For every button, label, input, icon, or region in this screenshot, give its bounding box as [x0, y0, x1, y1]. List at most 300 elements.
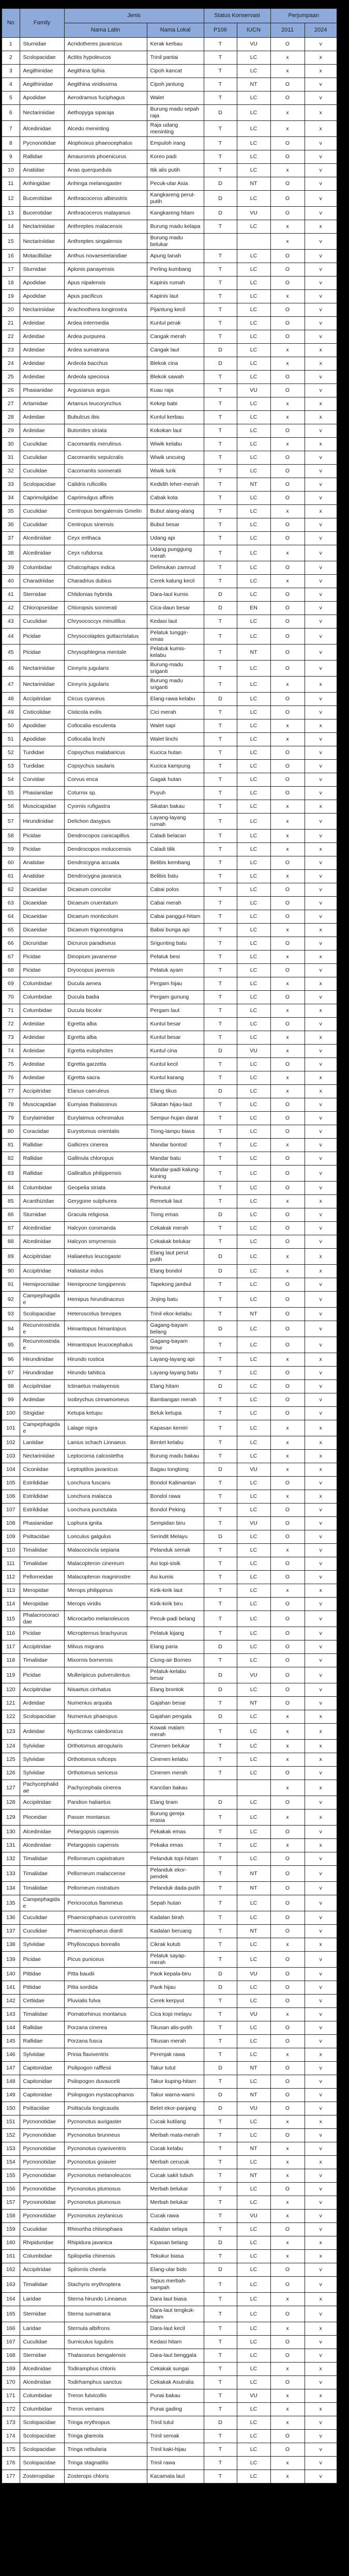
cell-nama-lokal: Srigunting batu: [147, 937, 204, 950]
cell-2024: v: [305, 2008, 337, 2021]
table-row: [2, 51, 337, 65]
cell-nama-latin: Pycnonotus plumosus: [64, 2183, 147, 2196]
cell-family: Capitonidae: [20, 2062, 64, 2075]
cell-2024: v: [305, 1308, 337, 1321]
cell-nama-latin: Ardea intermedia: [64, 317, 147, 330]
cell-nama-lokal: Gagang-bayam belang: [147, 1321, 204, 1337]
cell-iucn: LC: [237, 1710, 270, 1724]
cell-2011: x: [270, 1071, 305, 1085]
cell-2024: x: [305, 1490, 337, 1504]
cell-no: 125: [2, 1753, 20, 1767]
cell-no: 40: [2, 575, 20, 588]
cell-family: Columbidae: [20, 1004, 64, 1018]
cell-family: Accipitridae: [20, 1796, 64, 1810]
cell-no: 106: [2, 1490, 20, 1504]
cell-nama-lokal: Kapinis laut: [147, 290, 204, 303]
cell-no: 134: [2, 1882, 20, 1895]
table-row: [2, 2089, 337, 2102]
cell-2011: x: [270, 234, 305, 250]
table-row: [2, 1166, 337, 1182]
cell-p106: T: [204, 1058, 237, 1071]
cell-nama-latin: Aerodramus fuciphagus: [64, 91, 147, 105]
cell-iucn: LC: [237, 1767, 270, 1780]
cell-2024: v: [305, 478, 337, 492]
cell-nama-lokal: Pelatuk sayap-merah: [147, 1952, 204, 1968]
cell-2011: O: [270, 1517, 305, 1530]
cell-nama-latin: Pelargopsis capensis: [64, 1826, 147, 1839]
cell-nama-lokal: Merbah belukar: [147, 2183, 204, 2196]
cell-iucn: LC: [237, 1098, 270, 1112]
cell-2011: O: [270, 1852, 305, 1866]
cell-nama-lokal: Walet: [147, 91, 204, 105]
cell-nama-lokal: Cica-daun besar: [147, 602, 204, 615]
cell-family: Apodidae: [20, 91, 64, 105]
cell-family: Apodidae: [20, 290, 64, 303]
cell-2024: v: [305, 991, 337, 1004]
cell-family: Timaliidae: [20, 1852, 64, 1866]
cell-iucn: LC: [237, 220, 270, 234]
cell-family: Ardeidae: [20, 330, 64, 344]
cell-no: 77: [2, 1085, 20, 1098]
cell-nama-lokal: Dara-laut kumis: [147, 588, 204, 602]
table-row: [2, 1393, 337, 1407]
cell-iucn: LC: [237, 1436, 270, 1450]
cell-family: Coraciidae: [20, 1125, 64, 1139]
cell-iucn: VU: [237, 1667, 270, 1683]
cell-nama-lokal: Burung gereja erasia: [147, 1810, 204, 1826]
cell-family: Estrildidae: [20, 1504, 64, 1517]
cell-p106: T: [204, 897, 237, 910]
cell-iucn: NT: [237, 2089, 270, 2102]
cell-iucn: NT: [237, 177, 270, 191]
cell-iucn: LC: [237, 330, 270, 344]
table-row: [2, 545, 337, 561]
cell-no: 161: [2, 2250, 20, 2263]
cell-p106: T: [204, 2277, 237, 2293]
cell-p106: T: [204, 1031, 237, 1045]
cell-no: 46: [2, 661, 20, 677]
cell-2024: x: [305, 220, 337, 234]
cell-2011: x: [270, 121, 305, 137]
cell-nama-lokal: Cekakak belukar: [147, 1235, 204, 1249]
cell-2011: O: [270, 561, 305, 575]
cell-iucn: VU: [237, 384, 270, 397]
cell-family: Pellorneidae: [20, 1571, 64, 1584]
cell-no: 28: [2, 411, 20, 424]
cell-nama-latin: Pellorneum rostratum: [64, 1882, 147, 1895]
cell-family: Phasianidae: [20, 1517, 64, 1530]
cell-p106: T: [204, 1125, 237, 1139]
cell-p106: T: [204, 2363, 237, 2376]
cell-2024: v: [305, 2035, 337, 2048]
cell-p106: T: [204, 2115, 237, 2129]
cell-2011: O: [270, 1796, 305, 1810]
cell-2011: O: [270, 1882, 305, 1895]
cell-nama-latin: Dicaeum concolor: [64, 883, 147, 897]
cell-2024: v: [305, 856, 337, 870]
cell-no: 135: [2, 1895, 20, 1911]
cell-no: 7: [2, 121, 20, 137]
cell-p106: T: [204, 1611, 237, 1627]
cell-nama-lokal: Belibis batu: [147, 870, 204, 883]
table-row: [2, 2223, 337, 2236]
cell-nama-lokal: Cabai panggul-hitam: [147, 910, 204, 924]
cell-2024: v: [305, 1557, 337, 1571]
cell-2024: v: [305, 317, 337, 330]
cell-p106: T: [204, 1195, 237, 1208]
cell-no: 8: [2, 137, 20, 150]
table-row: [2, 505, 337, 518]
cell-nama-latin: Copsychus saularis: [64, 760, 147, 773]
cell-2024: v: [305, 2183, 337, 2196]
cell-nama-lokal: Elang tiram: [147, 1796, 204, 1810]
cell-nama-lokal: Kuntul cina: [147, 1045, 204, 1058]
cell-p106: T: [204, 518, 237, 532]
cell-family: Laridae: [20, 2322, 64, 2336]
cell-nama-latin: Delichon dasypus: [64, 814, 147, 830]
cell-nama-latin: Cisticola exilis: [64, 706, 147, 719]
cell-2024: x: [305, 2236, 337, 2250]
cell-2024: v: [305, 773, 337, 787]
cell-p106: T: [204, 1724, 237, 1740]
cell-iucn: LC: [237, 1235, 270, 1249]
cell-family: Aegithinidae: [20, 78, 64, 91]
table-row: [2, 615, 337, 628]
cell-2011: x: [270, 677, 305, 693]
cell-2024: v: [305, 234, 337, 250]
cell-2011: O: [270, 1278, 305, 1292]
cell-2011: O: [270, 1981, 305, 1995]
cell-p106: D: [204, 2062, 237, 2075]
cell-nama-latin: Himantopus himantopus: [64, 1321, 147, 1337]
cell-2024: v: [305, 2075, 337, 2089]
cell-iucn: NT: [237, 1882, 270, 1895]
cell-2024: v: [305, 1697, 337, 1710]
cell-2024: v: [305, 191, 337, 207]
cell-nama-latin: Dryocopus javensis: [64, 964, 147, 977]
table-row: [2, 78, 337, 91]
cell-p106: T: [204, 411, 237, 424]
cell-2011: O: [270, 602, 305, 615]
table-row: [2, 1222, 337, 1235]
cell-no: 147: [2, 2062, 20, 2075]
cell-p106: T: [204, 384, 237, 397]
cell-iucn: LC: [237, 588, 270, 602]
cell-2024: v: [305, 1208, 337, 1222]
cell-nama-lokal: Cangak laut: [147, 344, 204, 357]
cell-no: 96: [2, 1353, 20, 1367]
cell-no: 56: [2, 800, 20, 814]
cell-iucn: LC: [237, 150, 270, 164]
cell-iucn: LC: [237, 438, 270, 451]
cell-2024: x: [305, 1740, 337, 1753]
cell-nama-latin: Gallirallus philippensis: [64, 1166, 147, 1182]
table-row: [2, 706, 337, 719]
table-row: [2, 1490, 337, 1504]
cell-2011: O: [270, 137, 305, 150]
cell-2011: O: [270, 897, 305, 910]
table-row: [2, 38, 337, 51]
cell-family: Pycnonotidae: [20, 2210, 64, 2223]
cell-2011: O: [270, 191, 305, 207]
table-row: [2, 800, 337, 814]
cell-family: Columbidae: [20, 1182, 64, 1195]
cell-nama-latin: Malacopteron magnirostre: [64, 1571, 147, 1584]
cell-family: Pycnonotidae: [20, 2169, 64, 2183]
cell-family: Anhingidae: [20, 177, 64, 191]
cell-family: Scolopacidae: [20, 2457, 64, 2470]
cell-p106: T: [204, 1367, 237, 1380]
cell-2011: O: [270, 1152, 305, 1166]
cell-nama-latin: Hemipus hirundinaceus: [64, 1292, 147, 1308]
cell-no: 138: [2, 1938, 20, 1952]
cell-nama-latin: Ictinaetus malayensis: [64, 1380, 147, 1393]
table-row: [2, 1952, 337, 1968]
table-row: [2, 2443, 337, 2457]
cell-iucn: LC: [237, 2349, 270, 2363]
cell-no: 158: [2, 2210, 20, 2223]
cell-nama-latin: Leptocoma calcostetha: [64, 1450, 147, 1463]
cell-family: Sturnidae: [20, 1208, 64, 1222]
table-row: [2, 1353, 337, 1367]
cell-2011: x: [270, 830, 305, 843]
cell-nama-lokal: Dara-laut benggala: [147, 2349, 204, 2363]
table-row: [2, 1584, 337, 1598]
cell-no: 53: [2, 760, 20, 773]
cell-family: Phasianidae: [20, 384, 64, 397]
cell-no: 112: [2, 1571, 20, 1584]
cell-nama-lokal: Udang punggung merah: [147, 545, 204, 561]
cell-nama-lokal: Dara laut biasa: [147, 2293, 204, 2306]
cell-p106: T: [204, 883, 237, 897]
cell-p106: T: [204, 2183, 237, 2196]
cell-nama-latin: Cacomantis sepulcralis: [64, 451, 147, 465]
cell-2011: O: [270, 78, 305, 91]
cell-2024: v: [305, 1911, 337, 1925]
cell-family: Meropidae: [20, 1598, 64, 1611]
table-row: [2, 451, 337, 465]
cell-no: 110: [2, 1544, 20, 1557]
cell-nama-lokal: Layang-layang rumah: [147, 814, 204, 830]
cell-nama-lokal: Perkutut: [147, 1182, 204, 1195]
table-row: [2, 1866, 337, 1882]
table-row: [2, 2169, 337, 2183]
table-row: [2, 561, 337, 575]
cell-nama-lokal: Cipoh jantung: [147, 78, 204, 91]
cell-2011: x: [270, 1420, 305, 1436]
cell-iucn: LC: [237, 250, 270, 263]
cell-p106: T: [204, 2470, 237, 2483]
table-row: [2, 1544, 337, 1557]
cell-nama-lokal: Pelatuk-kelabu besar: [147, 1667, 204, 1683]
cell-family: Columbidae: [20, 2389, 64, 2403]
cell-iucn: LC: [237, 1640, 270, 1654]
cell-nama-latin: Collocalia linchi: [64, 733, 147, 746]
cell-2011: x: [270, 2457, 305, 2470]
cell-family: Ploceidae: [20, 1810, 64, 1826]
cell-nama-latin: Actitis hypoleucos: [64, 51, 147, 65]
cell-2024: x: [305, 344, 337, 357]
cell-p106: T: [204, 505, 237, 518]
cell-2011: x: [270, 2363, 305, 2376]
cell-2011: x: [270, 411, 305, 424]
cell-family: Psittacidae: [20, 1530, 64, 1544]
cell-nama-latin: Coturnix sp.: [64, 787, 147, 800]
table-row: [2, 1018, 337, 1031]
cell-iucn: LC: [237, 693, 270, 706]
cell-2024: v: [305, 693, 337, 706]
cell-p106: T: [204, 1182, 237, 1195]
cell-2011: O: [270, 1925, 305, 1938]
cell-p106: T: [204, 1767, 237, 1780]
cell-no: 169: [2, 2363, 20, 2376]
cell-2011: O: [270, 91, 305, 105]
cell-nama-lokal: Mandar batu: [147, 1152, 204, 1166]
cell-iucn: LC: [237, 1952, 270, 1968]
table-row: [2, 1265, 337, 1278]
cell-no: 104: [2, 1463, 20, 1477]
cell-iucn: LC: [237, 164, 270, 177]
cell-no: 89: [2, 1249, 20, 1265]
cell-2011: O: [270, 2075, 305, 2089]
cell-2024: v: [305, 733, 337, 746]
cell-no: 156: [2, 2183, 20, 2196]
cell-2024: v: [305, 661, 337, 677]
cell-2024: v: [305, 371, 337, 384]
cell-2011: x: [270, 164, 305, 177]
cell-2011: x: [270, 1045, 305, 1058]
cell-iucn: LC: [237, 2236, 270, 2250]
cell-nama-latin: Haliastur indus: [64, 1265, 147, 1278]
cell-p106: T: [204, 1222, 237, 1235]
cell-family: Recurvirostridae: [20, 1321, 64, 1337]
cell-nama-lokal: Pelatuk tunggir-emas: [147, 628, 204, 645]
cell-iucn: LC: [237, 870, 270, 883]
cell-2024: v: [305, 1796, 337, 1810]
cell-family: Muscicapidae: [20, 800, 64, 814]
cell-nama-lokal: Kuntul perak: [147, 317, 204, 330]
cell-2011: O: [270, 1112, 305, 1125]
cell-2011: O: [270, 588, 305, 602]
cell-2024: x: [305, 1249, 337, 1265]
cell-no: 61: [2, 870, 20, 883]
cell-nama-lokal: Cekakak sungai: [147, 2363, 204, 2376]
cell-nama-lokal: Layang-layang batu: [147, 1367, 204, 1380]
cell-iucn: LC: [237, 1058, 270, 1071]
cell-nama-lokal: Gajahan besar: [147, 1697, 204, 1710]
cell-nama-lokal: Elang-rawa kelabu: [147, 693, 204, 706]
cell-nama-latin: Orthotomus sericeus: [64, 1767, 147, 1780]
cell-2024: v: [305, 1125, 337, 1139]
cell-2011: O: [270, 1683, 305, 1697]
table-row: [2, 384, 337, 397]
cell-2011: O: [270, 1697, 305, 1710]
cell-2011: O: [270, 1367, 305, 1380]
table-row: [2, 1235, 337, 1249]
cell-family: Acanthizidae: [20, 1195, 64, 1208]
cell-nama-lokal: Trinil rawa: [147, 2457, 204, 2470]
cell-2024: v: [305, 2089, 337, 2102]
cell-iucn: LC: [237, 1152, 270, 1166]
cell-2024: x: [305, 505, 337, 518]
cell-family: Apodidae: [20, 733, 64, 746]
cell-2011: x: [270, 814, 305, 830]
cell-2024: v: [305, 1112, 337, 1125]
cell-2011: O: [270, 2336, 305, 2349]
cell-no: 146: [2, 2048, 20, 2062]
cell-iucn: LC: [237, 317, 270, 330]
cell-p106: T: [204, 532, 237, 545]
cell-nama-latin: Corvus enca: [64, 773, 147, 787]
cell-no: 71: [2, 1004, 20, 1018]
cell-iucn: LC: [237, 191, 270, 207]
cell-nama-lokal: Pelatuk ayam: [147, 964, 204, 977]
cell-nama-latin: Pycnonotus brunneus: [64, 2129, 147, 2142]
cell-p106: D: [204, 1683, 237, 1697]
cell-2011: x: [270, 2048, 305, 2062]
cell-family: Ardeidae: [20, 317, 64, 330]
cell-family: Pycnonotidae: [20, 2129, 64, 2142]
cell-no: 100: [2, 1407, 20, 1420]
cell-iucn: LC: [237, 2336, 270, 2349]
cell-iucn: LC: [237, 910, 270, 924]
cell-nama-latin: Dicaeum monticolum: [64, 910, 147, 924]
table-row: [2, 628, 337, 645]
cell-p106: T: [204, 746, 237, 760]
cell-2024: v: [305, 424, 337, 438]
cell-family: Chloropseidae: [20, 602, 64, 615]
cell-iucn: NT: [237, 2062, 270, 2075]
cell-iucn: LC: [237, 2416, 270, 2430]
cell-family: Anatidae: [20, 856, 64, 870]
cell-iucn: LC: [237, 1393, 270, 1407]
cell-2024: v: [305, 1952, 337, 1968]
cell-p106: T: [204, 330, 237, 344]
cell-2011: x: [270, 1249, 305, 1265]
table-row: [2, 977, 337, 991]
cell-2024: v: [305, 384, 337, 397]
cell-2024: v: [305, 277, 337, 290]
col-header-family: Family: [20, 8, 64, 38]
cell-no: 23: [2, 344, 20, 357]
cell-iucn: LC: [237, 1018, 270, 1031]
cell-2024: v: [305, 1611, 337, 1627]
cell-p106: T: [204, 2196, 237, 2210]
cell-p106: T: [204, 1810, 237, 1826]
cell-2024: v: [305, 2457, 337, 2470]
cell-nama-lokal: Bondol Peking: [147, 1504, 204, 1517]
cell-2011: x: [270, 505, 305, 518]
cell-2011: x: [270, 924, 305, 937]
cell-p106: D: [204, 1667, 237, 1683]
cell-nama-latin: Lonchura fuscans: [64, 1477, 147, 1490]
col-header-2024: 2024: [305, 23, 337, 38]
cell-nama-lokal: Cucak rawa: [147, 2210, 204, 2223]
cell-family: Nectariniidae: [20, 661, 64, 677]
table-row: [2, 492, 337, 505]
cell-2011: O: [270, 2277, 305, 2293]
cell-2024: v: [305, 2062, 337, 2075]
cell-nama-latin: Pycnonotus plumosus: [64, 2196, 147, 2210]
cell-2011: O: [270, 1995, 305, 2008]
cell-nama-lokal: Dara-laut tengkuk-hitam: [147, 2306, 204, 2322]
cell-nama-latin: Orthotomus ruficeps: [64, 1753, 147, 1767]
cell-iucn: LC: [237, 661, 270, 677]
cell-2011: O: [270, 706, 305, 719]
cell-nama-latin: Tringa nebularia: [64, 2443, 147, 2457]
cell-2024: v: [305, 1337, 337, 1353]
cell-p106: T: [204, 1571, 237, 1584]
